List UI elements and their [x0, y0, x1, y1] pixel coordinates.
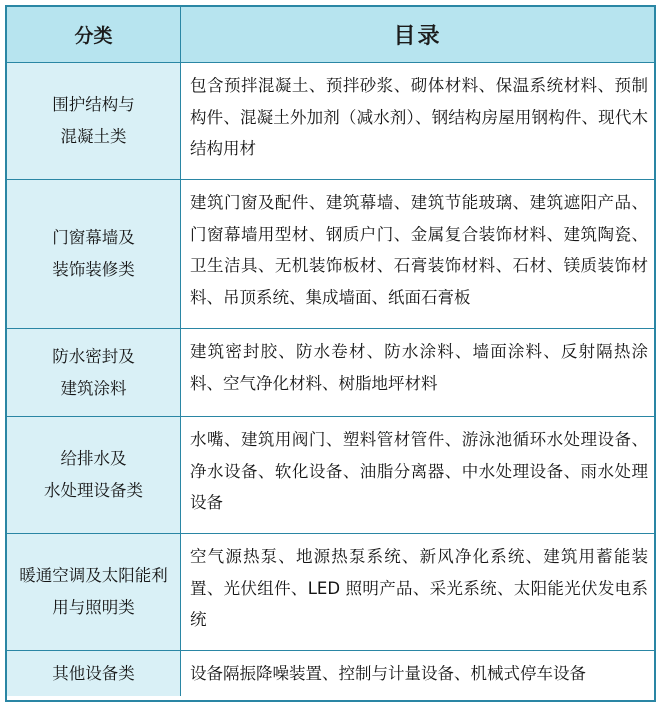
row-1-items: 包含预拌混凝土、预拌砂浆、砌体材料、保温系统材料、预制构件、混凝土外加剂（减水剂）、钢结构房屋用钢构件、现代木结构用材 — [181, 63, 654, 180]
row-2-category: 门窗幕墙及 装饰装修类 — [7, 180, 181, 329]
row-3-category: 防水密封及 建筑涂料 — [7, 329, 181, 417]
header-category: 分类 — [7, 7, 181, 63]
row-5-items: 空气源热泵、地源热泵系统、新风净化系统、建筑用蓄能装置、光伏组件、LED 照明产品、采光系统、太阳能光伏发电系统 — [181, 534, 654, 651]
row-3-items: 建筑密封胶、防水卷材、防水涂料、墙面涂料、反射隔热涂料、空气净化材料、树脂地坪材料 — [181, 329, 654, 417]
row-4-items: 水嘴、建筑用阀门、塑料管材管件、游泳池循环水处理设备、净水设备、软化设备、油脂分离器、中水处理设备、雨水处理设备 — [181, 417, 654, 534]
row-1-category: 围护结构与 混凝土类 — [7, 63, 181, 180]
row-2-items: 建筑门窗及配件、建筑幕墙、建筑节能玻璃、建筑遮阳产品、门窗幕墙用型材、钢质户门、金属复合装饰材料、建筑陶瓷、卫生洁具、无机装饰板材、石膏装饰材料、石材、镁质装饰材料、吊顶系统、集成墙面、纸面石膏板 — [181, 180, 654, 329]
product-catalog-table — [5, 5, 656, 702]
row-4-category: 给排水及 水处理设备类 — [7, 417, 181, 534]
row-5-category: 暖通空调及太阳能利 用与照明类 — [7, 534, 181, 651]
row-6-items: 设备隔振降噪装置、控制与计量设备、机械式停车设备 — [181, 651, 654, 696]
row-6-category: 其他设备类 — [7, 651, 181, 696]
header-directory: 目录 — [181, 7, 654, 63]
